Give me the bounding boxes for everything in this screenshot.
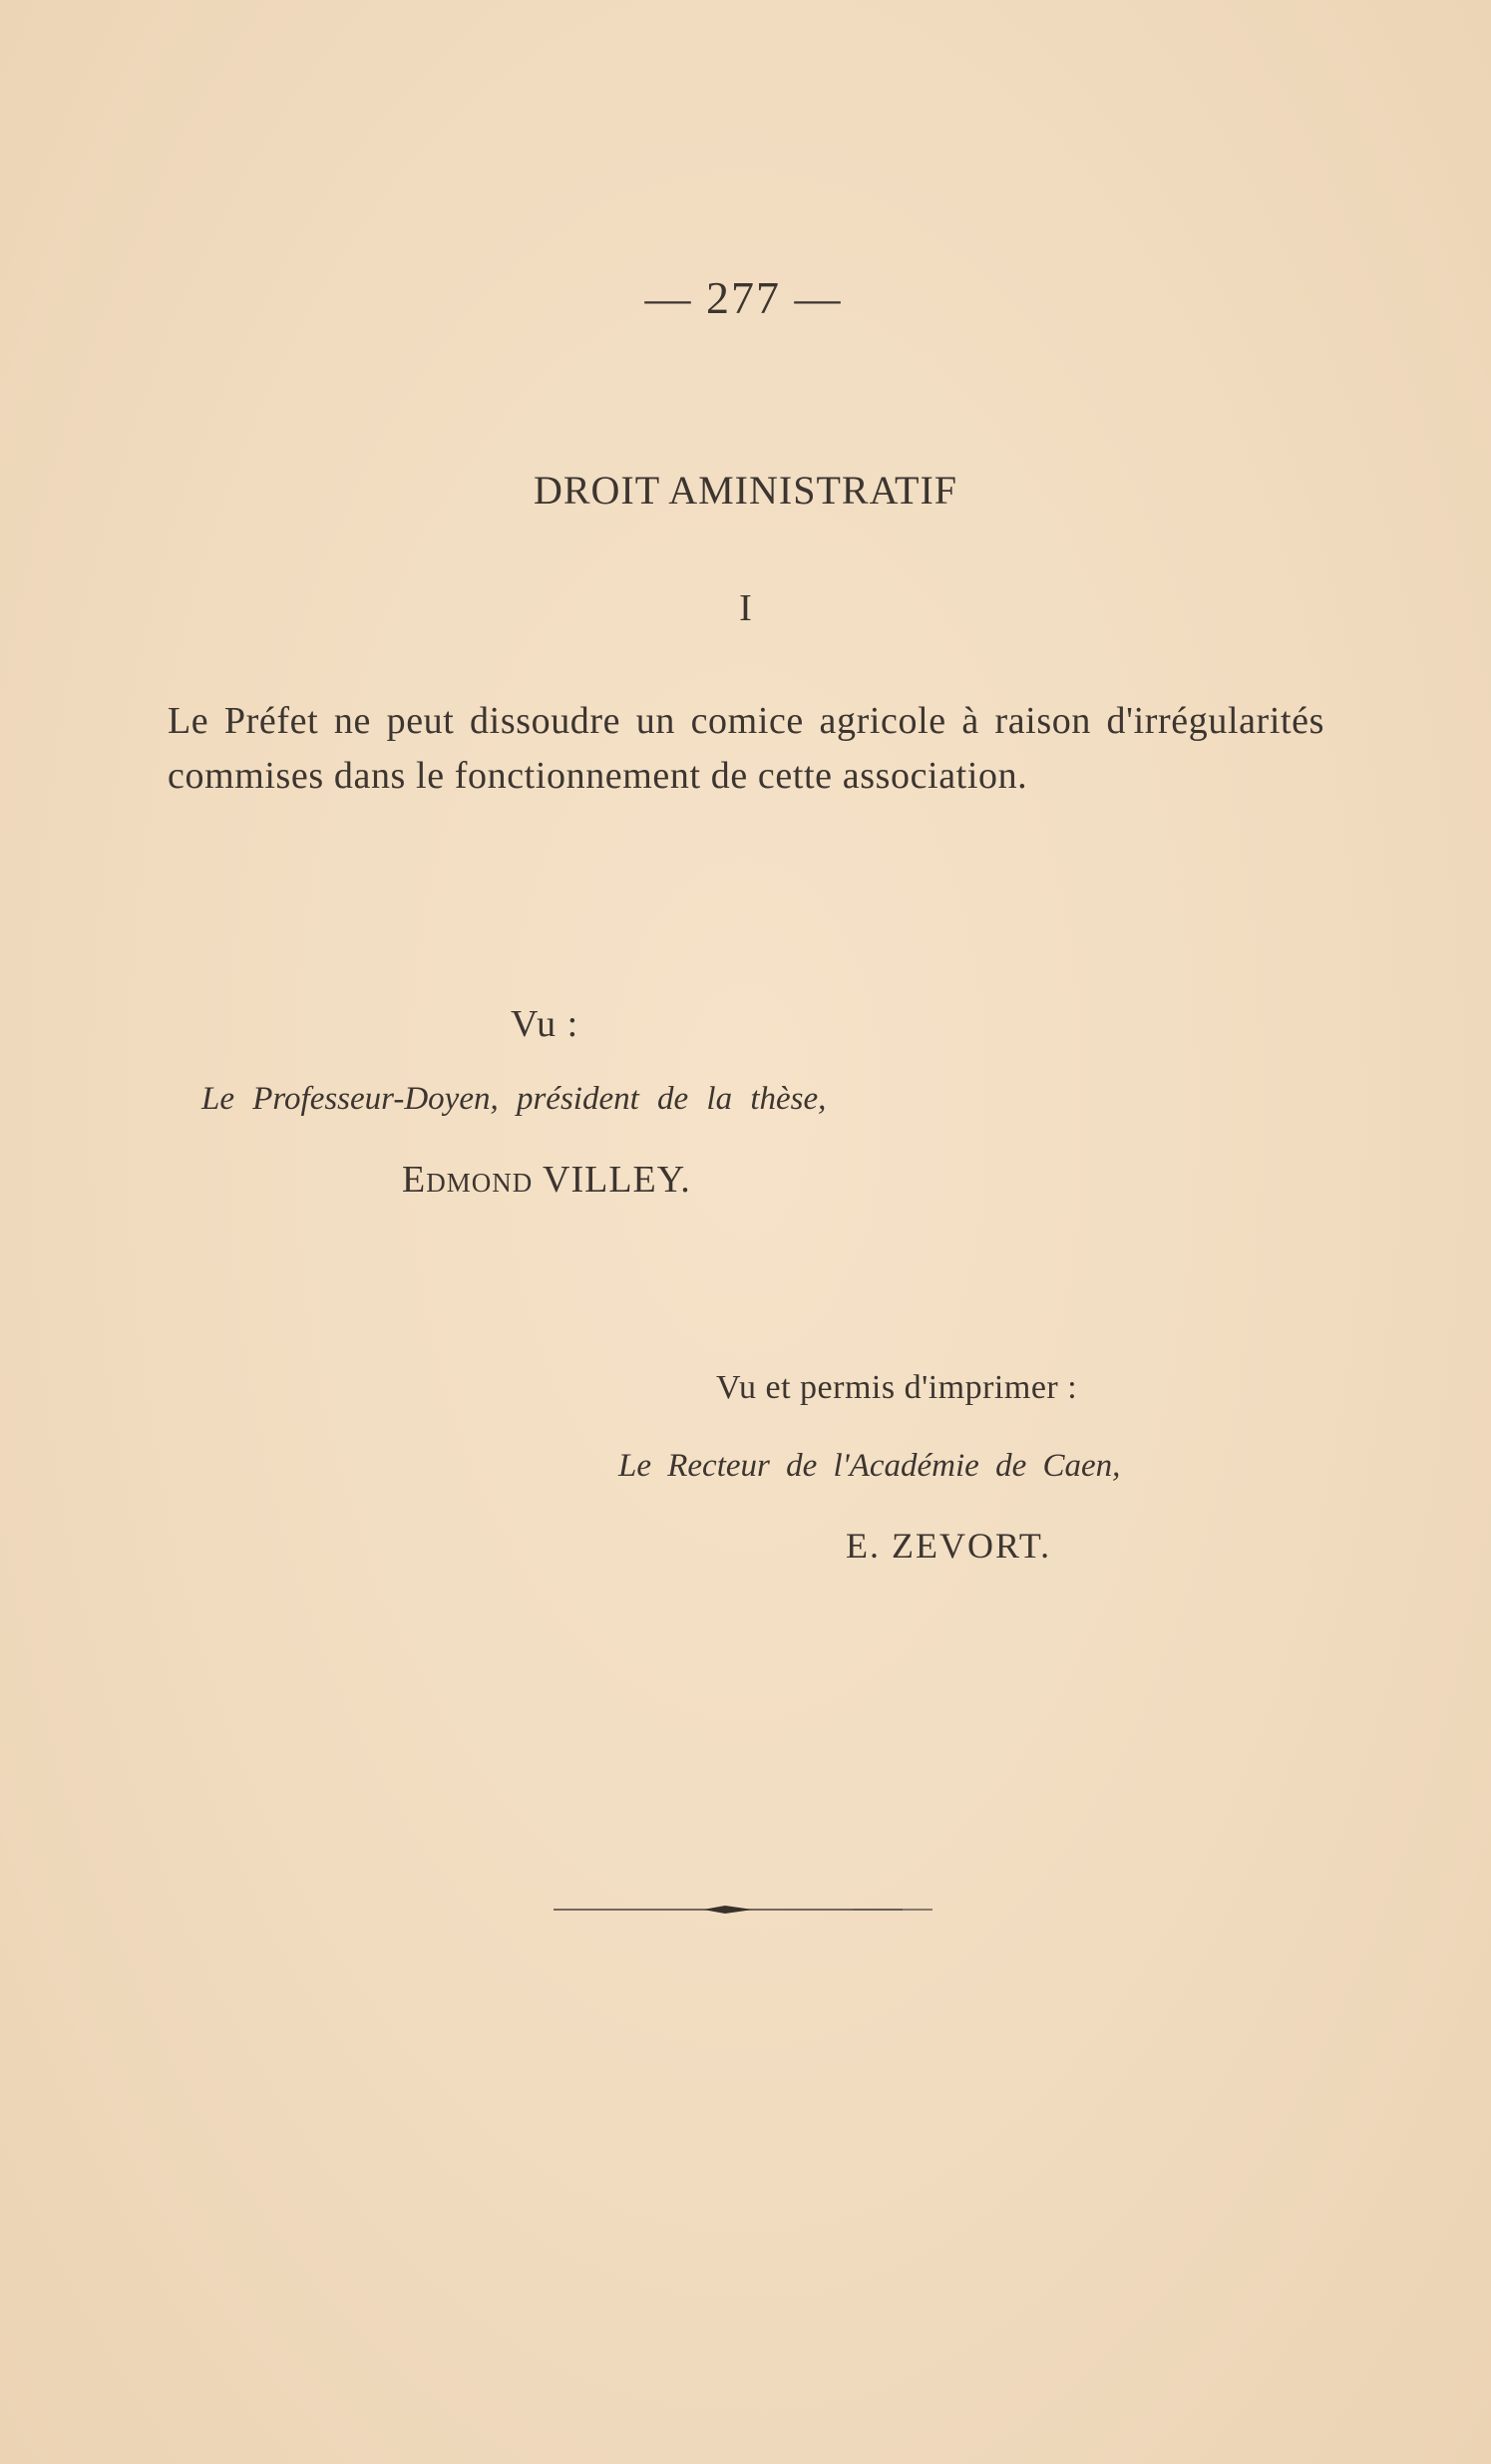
thesis-paragraph: Le Préfet ne peut dissoudre un comice agricole à raison d'irrégularités commises dans le fonctionnement de cette association. [168, 700, 1324, 797]
doyen-role: Le Professeur-Doyen, président de la thèse, [201, 1081, 827, 1117]
vu-label: Vu : [511, 1003, 579, 1045]
recteur-role: Le Recteur de l'Académie de Caen, [618, 1448, 1121, 1484]
doyen-name: Edmond VILLEY. [402, 1159, 691, 1201]
section-title: DROIT AMINISTRATIF [533, 468, 958, 513]
end-ornament-rule [554, 1903, 932, 1917]
recteur-name: E. ZEVORT. [846, 1526, 1052, 1566]
thesis-number: I [739, 587, 752, 629]
page-number: — 277 — [644, 272, 843, 323]
permission-label: Vu et permis d'imprimer : [716, 1369, 1078, 1406]
